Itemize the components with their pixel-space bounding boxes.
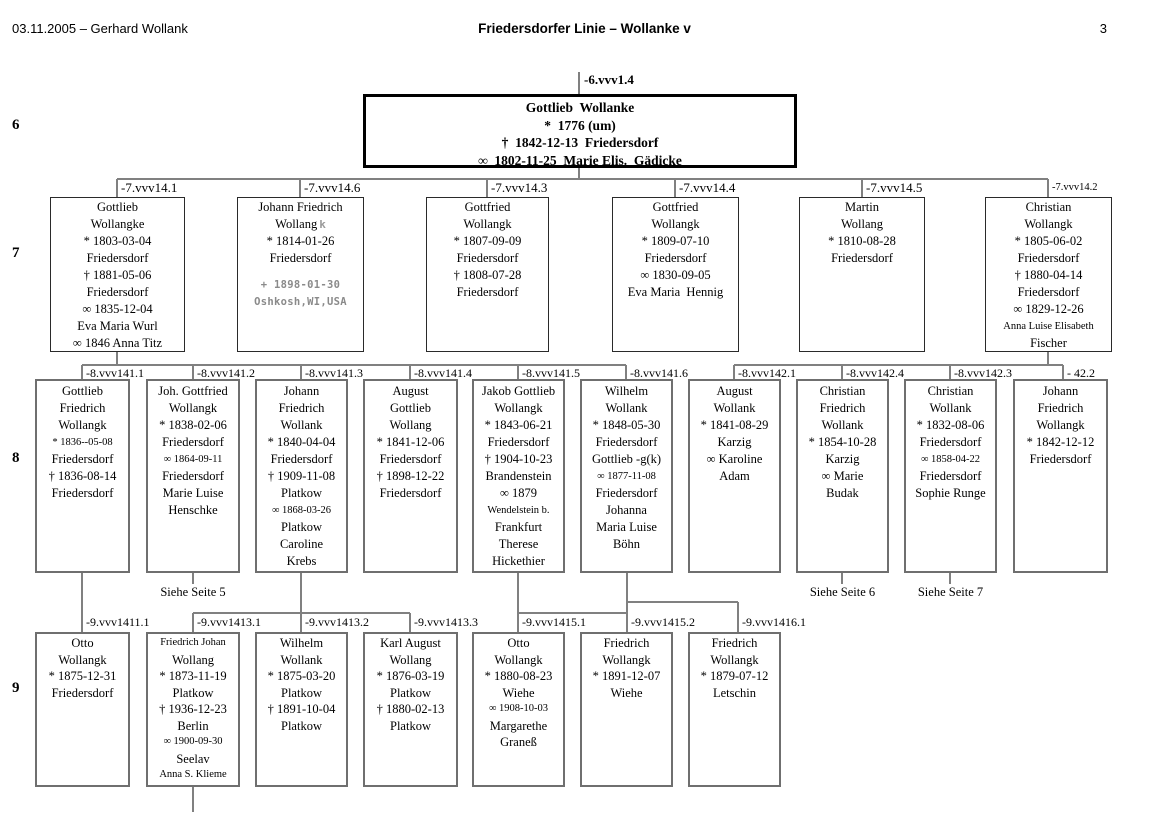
person-text-line: Gottfried: [652, 200, 699, 214]
connector-line-vertical: [733, 365, 735, 379]
connector-line-vertical: [1062, 365, 1064, 379]
person-text-line: Adam: [719, 469, 750, 483]
person-box: [796, 379, 889, 573]
person-box: [580, 632, 673, 787]
person-text-line: Wollangk: [463, 217, 512, 231]
person-text-line: ∞ 1829-12-26: [1013, 302, 1084, 316]
person-text-line: Gottlieb: [62, 384, 103, 398]
person-text-line: Friedersdorf: [379, 452, 442, 466]
person-text-line: Wollang: [171, 652, 215, 667]
person-text-line: Wollank: [605, 401, 648, 415]
person-text-line: Wollangk: [1024, 217, 1073, 231]
person-text-line: Johann: [283, 384, 320, 398]
see-page-note: Siehe Seite 7: [917, 585, 984, 599]
person-text-line: Margarethe: [489, 718, 548, 733]
person-text-line: Friedersdorf: [919, 435, 982, 449]
person-text-line: Gottfried: [464, 200, 511, 214]
lineage-code-label: -9.vvv1411.1: [86, 615, 150, 629]
person-text-line: Karzig: [825, 452, 860, 466]
person-text-line: Platkow: [281, 718, 322, 733]
person-text-line: Otto: [71, 636, 94, 650]
person-text-line: ∞ 1858-04-22: [920, 454, 981, 465]
person-text-line: Brandenstein: [485, 469, 552, 483]
person-text-line: Graneß: [500, 735, 537, 749]
person-text-line: ∞ 1830-09-05: [640, 268, 711, 282]
person-text-line: * 1879-07-12: [700, 669, 769, 683]
person-text-line: Wollangk: [710, 652, 759, 667]
person-text-line: Seelav: [176, 751, 210, 766]
person-text-line: Berlin: [177, 718, 209, 733]
person-text-line: Jakob Gottlieb: [481, 384, 556, 398]
person-text-line: Wiehe: [502, 685, 535, 700]
lineage-code-label: -9.vvv1413.3: [414, 615, 478, 629]
lineage-code-label: -9.vvv1413.2: [305, 615, 369, 629]
person-text-line: Platkow: [390, 718, 431, 733]
connector-line-horizontal: [627, 601, 738, 603]
person-text-line: Christian: [819, 384, 866, 398]
person-text-line: Wollang: [840, 217, 884, 231]
person-text-line: Karl August: [380, 636, 441, 650]
person-text-line: * 1880-08-23: [484, 669, 553, 683]
person-text-line: Letschin: [712, 685, 757, 700]
person-text-line: † 1936-12-23: [159, 702, 227, 716]
lineage-code-label: -8.vvv142.3: [954, 366, 1012, 380]
connector-line-vertical: [625, 365, 627, 379]
page-title: Friedersdorfer Linie – Wollanke v: [478, 21, 691, 36]
person-box: [1013, 379, 1108, 573]
person-text-line: Gottlieb Wollanke: [525, 100, 635, 115]
connector-line-vertical: [1047, 179, 1049, 197]
person-text-line: Wollang: [389, 418, 432, 432]
person-text-line: Platkow: [172, 685, 214, 700]
connector-line-vertical: [578, 72, 580, 94]
person-text-line: Johanna: [606, 503, 647, 517]
person-text-line: Martin: [844, 200, 880, 214]
person-text-line: * 1875-12-31: [48, 669, 117, 683]
connector-line-vertical: [192, 613, 194, 632]
person-text-line: Friedersdorf: [162, 435, 224, 449]
connector-line-vertical: [517, 365, 519, 379]
lineage-code-label: -8.vvv142.1: [738, 366, 796, 380]
person-text-line: + 1898-01-30: [260, 279, 341, 291]
person-box: [146, 379, 240, 573]
person-text-line: Otto: [507, 636, 530, 650]
connector-line-vertical: [192, 573, 194, 584]
person-text-line: Wollangk: [494, 652, 543, 667]
person-text-line: Wollank: [821, 418, 864, 432]
person-text-line: Böhn: [612, 537, 641, 551]
lineage-code-label: -7.vvv14.1: [121, 180, 178, 195]
person-text-line: * 1854-10-28: [808, 435, 877, 449]
person-box: [688, 379, 781, 573]
person-text-line: Oshkosh,WI,USA: [254, 296, 347, 308]
person-text-line: Friedersdorf: [831, 251, 893, 265]
person-text-line: Christian: [1025, 200, 1072, 214]
person-text-line: * 1832-08-06: [916, 418, 985, 432]
person-box: [363, 94, 797, 168]
person-text-line: Friedersdorf: [1017, 251, 1080, 265]
lineage-code-label: -7.vvv14.2: [1052, 182, 1098, 193]
person-text-line: Budak: [826, 486, 859, 500]
person-box: [35, 632, 130, 787]
surname-suffix-annotation: k: [319, 218, 326, 231]
person-text-line: * 1876-03-19: [376, 669, 445, 683]
person-text-line: Wollank: [280, 652, 323, 667]
person-text-line: Friedersdorf: [595, 486, 658, 500]
person-box: [580, 379, 673, 573]
person-text-line: * 1873-11-19: [159, 669, 227, 683]
person-text-line: Gottlieb: [390, 401, 431, 415]
person-text-line: Maria Luise: [596, 520, 657, 534]
lineage-code-label: -9.vvv1416.1: [742, 615, 806, 629]
person-text-line: Wilhelm: [279, 636, 324, 650]
person-text-line: Platkow: [281, 685, 322, 700]
lineage-code-label: -7.vvv14.4: [679, 180, 736, 195]
person-text-line: Friedersdorf: [644, 251, 707, 265]
person-text-line: Friedersdorf: [919, 469, 982, 483]
person-text-line: ∞ 1877-11-08: [597, 471, 656, 482]
person-text-line: Friedersdorf: [51, 486, 114, 500]
person-text-line: Friedersdorf: [1017, 285, 1080, 299]
person-box: [472, 632, 565, 787]
person-text-line: Friedersdorf: [269, 251, 332, 265]
person-text-line: Marie Luise: [162, 486, 224, 500]
person-text-line: ∞ 1868-03-26: [271, 505, 332, 516]
person-text-line: † 1880-02-13: [376, 702, 445, 716]
person-text-line: Friedersdorf: [86, 251, 149, 265]
connector-line-vertical: [486, 179, 488, 197]
person-box: [688, 632, 781, 787]
person-text-line: Joh. Gottfried: [158, 384, 228, 398]
person-box: [237, 197, 364, 352]
connector-line-vertical: [949, 365, 951, 379]
connector-line-horizontal: [518, 612, 627, 614]
person-text-line: Wollang k: [275, 217, 326, 231]
person-text-line: ∞ 1846 Anna Titz: [72, 336, 163, 350]
person-text-line: Wollangk: [494, 401, 543, 415]
person-text-line: Therese: [498, 537, 539, 551]
person-text-line: Gottlieb: [97, 200, 138, 214]
person-text-line: ∞ 1802-11-25 Marie Elis. Gädicke: [478, 152, 682, 168]
connector-line-vertical: [517, 573, 519, 632]
person-text-line: Friedrich: [603, 636, 650, 650]
generation-number: 9: [12, 680, 20, 696]
person-text-line: Friedersdorf: [595, 435, 658, 449]
connector-line-vertical: [192, 365, 194, 379]
person-text-line: Henschke: [168, 503, 218, 517]
person-text-line: * 1843-06-21: [484, 418, 553, 432]
person-text-line: Friedrich Johan: [160, 637, 226, 648]
person-text-line: Friedersdorf: [379, 486, 442, 500]
person-text-line: Friedrich: [278, 401, 325, 415]
person-box: [426, 197, 549, 352]
person-text-line: † 1904-10-23: [484, 452, 553, 466]
person-text-line: Platkow: [281, 486, 322, 500]
connector-line-vertical: [949, 573, 951, 584]
lineage-code-label: -7.vvv14.3: [491, 180, 548, 195]
person-text-line: ∞ Marie: [821, 469, 864, 483]
person-text-line: Friedrich: [819, 401, 866, 415]
person-text-line: Christian: [927, 384, 974, 398]
person-text-line: Wollank: [713, 401, 756, 415]
person-text-line: Platkow: [390, 685, 431, 700]
person-text-line: Fischer: [1030, 336, 1067, 350]
person-text-line: ∞ Karoline: [706, 452, 763, 466]
lineage-code-label: -9.vvv1415.1: [522, 615, 586, 629]
person-text-line: Wollangk: [168, 401, 218, 415]
person-text-line: * 1803-03-04: [83, 234, 152, 248]
generation-number: 8: [12, 450, 20, 466]
person-text-line: * 1807-09-09: [453, 234, 522, 248]
person-text-line: * 1838-02-06: [159, 418, 227, 432]
see-page-note: Siehe Seite 5: [160, 585, 226, 599]
see-page-note: Siehe Seite 6: [809, 585, 876, 599]
lineage-code-label: -9.vvv1415.2: [631, 615, 695, 629]
person-text-line: * 1836--05-08: [52, 437, 113, 448]
person-box: [799, 197, 925, 352]
person-text-line: * 1814-01-26: [266, 234, 335, 248]
person-text-line: † 1836-08-14: [48, 469, 117, 483]
person-text-line: Wiehe: [610, 685, 643, 700]
person-text-line: Krebs: [286, 554, 317, 568]
person-text-line: Wollangk: [1036, 418, 1085, 432]
person-text-line: * 1805-06-02: [1014, 234, 1083, 248]
person-text-line: Friedersdorf: [86, 285, 149, 299]
lineage-code-label: -8.vvv142.4: [846, 366, 904, 380]
person-text-line: [238, 267, 363, 277]
person-box: [363, 379, 458, 573]
lineage-code-label: -8.vvv141.3: [305, 366, 363, 380]
person-text-line: Johann: [1042, 384, 1079, 398]
connector-line-vertical: [737, 602, 739, 632]
person-text-line: Wollank: [929, 401, 972, 415]
generation-number: 6: [12, 117, 20, 133]
person-text-line: Hickethier: [492, 554, 545, 568]
lineage-code-label: -8.vvv141.1: [86, 366, 144, 380]
person-text-line: † 1891-10-04: [267, 702, 336, 716]
person-text-line: * 1848-05-30: [592, 418, 661, 432]
person-box: [472, 379, 565, 573]
connector-line-vertical: [841, 365, 843, 379]
lineage-code-label: -8.vvv141.2: [197, 366, 255, 380]
person-text-line: * 1875-03-20: [267, 669, 336, 683]
person-text-line: Friedersdorf: [487, 435, 550, 449]
person-text-line: † 1880-04-14: [1014, 268, 1083, 282]
connector-line-vertical: [299, 179, 301, 197]
person-text-line: August: [392, 384, 429, 398]
person-text-line: ∞ 1900-09-30: [163, 736, 223, 747]
person-text-line: † 1842-12-13 Friedersdorf: [501, 135, 659, 150]
person-text-line: * 1840-04-04: [267, 435, 336, 449]
person-text-line: Friedersdorf: [456, 251, 519, 265]
person-text-line: * 1776 (um): [544, 117, 616, 133]
person-text-line: Wollangk: [651, 217, 700, 231]
person-text-line: Karzig: [717, 435, 752, 449]
person-box: [255, 379, 348, 573]
person-text-line: Wollangke: [90, 217, 145, 231]
person-box: [146, 632, 240, 787]
person-text-line: Frankfurt: [494, 520, 543, 534]
connector-line-vertical: [861, 179, 863, 197]
connector-line-vertical: [674, 179, 676, 197]
lineage-code-label: -9.vvv1413.1: [197, 615, 261, 629]
person-text-line: Sophie Runge: [915, 486, 986, 500]
generation-number: 7: [12, 245, 20, 261]
person-text-line: Wollang: [389, 652, 432, 667]
person-text-line: Wollangk: [602, 652, 651, 667]
person-box: [904, 379, 997, 573]
person-text-line: Friedrich: [59, 401, 106, 415]
lineage-code-label: - 42.2: [1067, 366, 1095, 380]
person-text-line: Friedersdorf: [1029, 452, 1092, 466]
person-text-line: Friedersdorf: [51, 685, 114, 700]
lineage-code-label: -8.vvv141.6: [630, 366, 688, 380]
person-text-line: * 1810-08-28: [828, 234, 896, 248]
lineage-code-label: -8.vvv141.5: [522, 366, 580, 380]
person-box: [363, 632, 458, 787]
person-text-line: * 1841-12-06: [376, 435, 445, 449]
person-text-line: ∞ 1879: [499, 486, 538, 500]
person-text-line: Wollangk: [58, 418, 107, 432]
person-text-line: ∞ 1908-10-03: [488, 703, 549, 714]
person-text-line: ∞ 1864-09-11: [163, 454, 223, 465]
person-box: [255, 632, 348, 787]
person-text-line: August: [716, 384, 753, 398]
person-text-line: Friedersdorf: [270, 452, 333, 466]
page-number: 3: [1099, 21, 1107, 36]
person-box: [612, 197, 739, 352]
connector-line-vertical: [116, 179, 118, 197]
person-text-line: ∞ 1835-12-04: [82, 302, 153, 316]
person-text-line: Caroline: [279, 537, 324, 551]
person-text-line: Wilhelm: [604, 384, 649, 398]
connector-line-vertical: [192, 787, 194, 812]
lineage-code-label: -7.vvv14.5: [866, 180, 923, 195]
person-text-line: Friedersdorf: [456, 285, 519, 299]
document-date-author: 03.11.2005 – Gerhard Wollank: [12, 21, 188, 36]
lineage-code-label: -8.vvv141.4: [414, 366, 472, 380]
person-text-line: Eva Maria Wurl: [77, 319, 158, 333]
connector-line-vertical: [300, 573, 302, 632]
person-text-line: Friedersdorf: [162, 469, 224, 483]
connector-line-vertical: [81, 573, 83, 632]
connector-line-vertical: [409, 613, 411, 632]
person-box: [35, 379, 130, 573]
lineage-code-label: -6.vvv1.4: [584, 72, 634, 87]
lineage-code-label: -7.vvv14.6: [304, 180, 361, 195]
person-text-line: Platkow: [281, 520, 322, 534]
person-text-line: * 1841-08-29: [700, 418, 769, 432]
person-text-line: Friedersdorf: [51, 452, 114, 466]
person-text-line: Anna Luise Elisabeth: [1003, 321, 1094, 332]
person-text-line: Johann Friedrich: [258, 200, 343, 214]
person-text-line: Wollangk: [58, 652, 107, 667]
person-text-line: Eva Maria Hennig: [627, 285, 724, 299]
person-box: [50, 197, 185, 352]
connector-line-vertical: [81, 365, 83, 379]
person-text-line: * 1891-12-07: [592, 669, 661, 683]
person-text-line: * 1842-12-12: [1026, 435, 1095, 449]
person-text-line: † 1898-12-22: [376, 469, 445, 483]
person-box: [985, 197, 1112, 352]
connector-line-vertical: [300, 365, 302, 379]
connector-line-horizontal: [193, 612, 410, 614]
person-text-line: Friedrich: [711, 636, 758, 650]
connector-line-vertical: [409, 365, 411, 379]
person-text-line: Wollank: [280, 418, 323, 432]
person-text-line: Wendelstein b.: [487, 505, 550, 516]
person-text-line: * 1809-07-10: [641, 234, 710, 248]
person-text-line: † 1909-11-08: [267, 469, 336, 483]
person-text-line: Friedrich: [1037, 401, 1084, 415]
person-text-line: † 1881-05-06: [83, 268, 152, 282]
connector-line-vertical: [841, 573, 843, 584]
person-text-line: † 1808-07-28: [453, 268, 522, 282]
person-text-line: Anna S. Klieme: [159, 769, 227, 780]
person-text-line: Gottlieb -g(k): [591, 452, 662, 466]
